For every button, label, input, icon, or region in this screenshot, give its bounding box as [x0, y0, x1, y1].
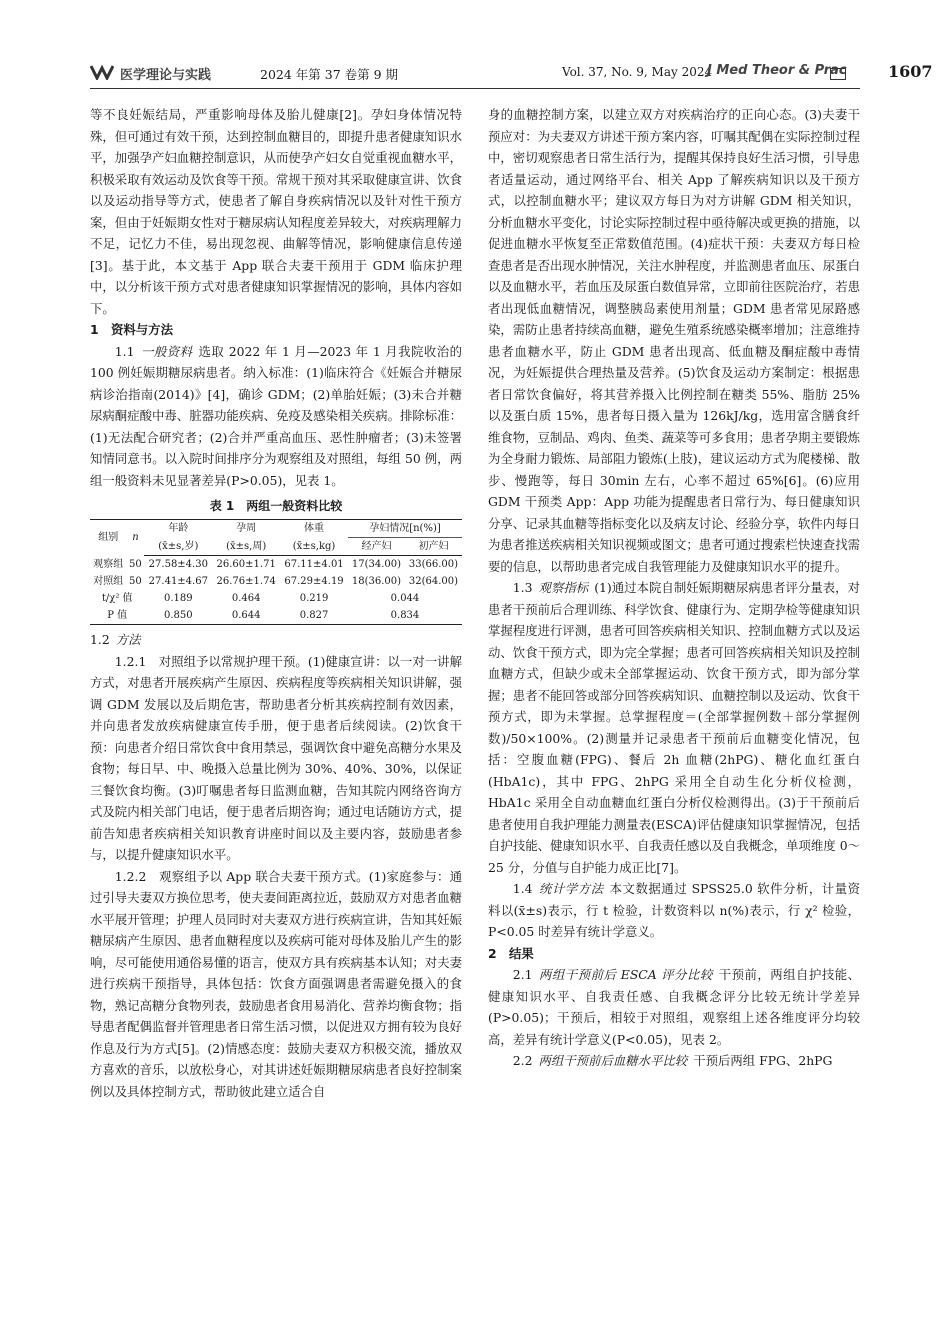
cell: 27.58±4.30: [148, 559, 208, 570]
s12-title: 方法: [115, 632, 141, 647]
th-week: 孕周: [212, 520, 280, 538]
section-1-4: [488, 878, 860, 943]
section-1-1: [90, 341, 462, 492]
cell: 0.834: [348, 607, 462, 625]
left-column: [90, 104, 462, 1102]
section-1-heading: 1 资料与方法: [90, 322, 173, 337]
s22-num: 2.2: [512, 1053, 533, 1068]
cell: 0.644: [212, 607, 280, 625]
journal-abbr: J Med Theor & Prac: [707, 63, 847, 78]
stat-label: t/χ² 值: [101, 593, 133, 604]
cell: 观察组: [93, 558, 124, 570]
s21-text: 干预前，两组自护技能、健康知识水平、自我责任感、自我概念评分比较无统计学差异(P>0.05)；干预后，相较于对照组，观察组上述各维度评分均较高，差异有统计学意义(P<0.05)，见表 2。: [488, 967, 861, 1047]
s22-text: 干预后两组 FPG、2hPG: [693, 1053, 833, 1068]
section-1-2-heading: [90, 629, 462, 651]
table-row: [90, 573, 462, 590]
p-label: P 值: [90, 607, 144, 625]
cell: 对照组: [93, 576, 124, 587]
s14-text: 本文数据通过 SPSS25.0 软件分析，计量资料以(x̄±s)表示，行 t 检验，计数资料以 n(%)表示，行 χ² 检验，P<0.05 时差异有统计学意义。: [488, 881, 861, 939]
th-multipara: 经产妇: [348, 538, 405, 556]
cell: 50: [129, 576, 142, 587]
cell: 26.76±1.74: [216, 576, 276, 587]
section-2-heading: 2 结果: [488, 945, 534, 961]
page-number: 1607: [888, 62, 933, 81]
cell: 27.41±4.67: [148, 576, 208, 587]
th-group: 组别: [90, 520, 126, 556]
s11-title: 一般资料: [140, 343, 193, 359]
continued-paragraph: 身的血糖控制方案，以建立双方对疾病治疗的正向心态。(3)夫妻干预应对：为夫妻双方讲述干预方案内容，叮嘱其配偶在实际控制过程中，密切观察患者日常生活行为，提醒其保持良好生活习惯，引导患者适量运动，通过网络平台、相关 App 了解疾病知识以及干预方式，以控制血糖水平；建议双方每日为对方讲解 GDM 相关知识，分析血糖水平变化，讨论实际控制过程中亟待解决或更换的措施，以促进血糖水平恢复至正常数值范围。(4)症状干预：夫妻双方每日检查患者是否出现水肿情况，关注水肿程度，并监测患者血压、尿蛋白以及血糖水平，若血压及尿蛋白数值异常，立即前往医院治疗，若患者出现低血糖情况，调整胰岛素使用剂量；GDM 患者常见尿路感染，需防止患者持续高血糖，避免生殖系统感染概率增加；注意维持患者血糖水平，防止 GDM 患者出现高、低血糖及酮症酸中毒情况，为妊娠提供合理热量及营养。(5)饮食及运动方案制定：根据患者日常饮食偏好，将其营养摄入比例控制在糖类 55%、脂肪 25% 以及蛋白质 15%，患者每日摄入量为 126kJ/kg，选用富含膳食纤维食物，豆制品、鸡肉、鱼类、蔬菜等可多食用；患者孕期主要锻炼为全身耐力锻炼、局部阻力锻炼(上肢)，建议运动方式为爬楼梯、散步、慢跑等，每日 30min 左右，心率不超过 65%[6]。(6)应用 GDM 干预类 App：App 功能为提醒患者日常行为、每日健康知识分享、记录其血糖等指标变化以及病友讨论、经验分享，软件内每日为患者推送疾病相关知识视频或图文；患者可通过搜索栏快速查找需要的信息，以帮助患者完成自我管理能力及健康知识水平的提升。: [488, 107, 860, 574]
header-rule: [90, 88, 860, 89]
issue-en: Vol. 37, No. 9, May 2024: [562, 65, 713, 79]
cell: 0.850: [144, 607, 212, 625]
th-weight: 体重: [280, 520, 348, 538]
s14-num: 1.4: [512, 881, 533, 896]
cell: 0.044: [390, 593, 420, 604]
th-week-unit: (x̄±s,周): [212, 538, 280, 556]
th-age: 年龄: [144, 520, 212, 538]
cell: 0.827: [280, 607, 348, 625]
th-pregnancy: 孕妇情况[n(%)]: [348, 520, 462, 538]
table-row-p: [90, 607, 462, 625]
section-1-2-2: 1.2.2 观察组予以 App 联合夫妻干预方式。(1)家庭参与：通过引导夫妻双方换位思考，使夫妻间距离拉近，鼓励双方对患者血糖水平展开管理；护理人员同时对夫妻双方进行疾病宣讲，告知其妊娠糖尿病产生原因、患者血糖程度以及疾病可能对母体及胎儿产生的影响，尽可能使用通俗易懂的语言，使双方具有疾病基本认知；对夫妻进行疾病干预指导，具体包括：饮食方面强调患者需避免摄入的食物，熟记高糖分食物列表，鼓励患者食用易消化、营养均衡食物；指导患者配偶监督并管理患者日常生活习惯，以促进双方拥有较为良好作息及行为方式[5]。(2)情感态度：鼓励夫妻双方积极交流，播放双方喜欢的音乐，以放松身心，对其讲述妊娠期糖尿病患者良好控制案例以及具体控制方式，帮助彼此建立适合自: [90, 868, 462, 1099]
cell: 33(66.00): [408, 559, 459, 570]
section-1-2-1: 1.2.1 对照组予以常规护理干预。(1)健康宣讲：以一对一讲解方式，对患者开展疾病产生原因、疾病程度等疾病相关知识讲解，强调 GDM 发展以及后期危害，帮助患者分析其疾病控制有效因素，并向患者发放疾病健康宣传手册，便于患者后续阅读。(2)饮食干预：向患者介绍日常饮食中食用禁忌，强调饮食中避免高糖分水果及食物；每日早、中、晚摄入总量比例为 30%、40%、30%，以保证三餐饮食均衡。(3)叮嘱患者每日监测血糖，告知其院内网络咨询方式及院内相关部门电话，便于患者后期咨询；通过电话随访方式，提前告知患者疾病相关知识教育讲座时间以及主要内容，鼓励患者参与，以提升健康知识水平。: [90, 653, 462, 862]
section-2-1: [488, 964, 860, 1050]
cell: 67.29±4.19: [284, 576, 344, 587]
th-primipara: 初产妇: [405, 538, 462, 556]
section-2-2: [488, 1050, 860, 1072]
cell: 50: [129, 558, 142, 570]
s11-text: 选取 2022 年 1 月—2023 年 1 月我院收治的 100 例妊娠期糖尿病患者。纳入标准：(1)临床符合《妊娠合并糖尿病诊治指南(2014)》[4]，确诊 GDM；(2)单胎妊娠；(3)未合并糖尿病酮症酸中毒、脏器功能疾病、免疫及感染相关疾病。排除标准：(1)无法配合研究者；(2)合并严重高血压、恶性肿瘤者；(3)未签署知情同意书。以入院时间排序分为观察组及对照组，每组 50 例，两组一般资料未见显著差异(P>0.05)，见表 1。: [90, 343, 463, 488]
cell: 18(36.00): [351, 576, 402, 587]
th-weight-unit: (x̄±s,kg): [280, 538, 348, 556]
s22-title: 两组干预前后血糖水平比较: [538, 1053, 688, 1068]
issue-cn: 2024 年第 37 卷第 9 期: [260, 67, 399, 82]
s21-num: 2.1: [512, 967, 533, 982]
cell: 0.189: [164, 593, 193, 604]
s14-title: 统计学方法: [538, 881, 604, 896]
cell: 26.60±1.71: [216, 559, 276, 570]
table-1-caption: 表 1 两组一般资料比较: [209, 499, 343, 513]
s13-title: 观察指标: [538, 580, 589, 595]
header-box-icon: [830, 68, 846, 80]
right-column: [488, 104, 860, 1072]
s13-text: (1)通过本院自制妊娠期糖尿病患者评分量表，对患者干预前后合理训练、科学饮食、健康行为、定期孕检等健康知识掌握程度进行评测，患者可回答疾病相关知识、控制血糖方式以及运动、饮食干预方式，即为完全掌握；患者可回答疾病相关知识及控制血糖方式，但缺少或未全部掌握运动、饮食干预方式，即为部分掌握；患者不能回答或部分回答疾病知识、血糖控制以及运动、饮食干预方式，即为未掌握。总掌握程度＝(全部掌握例数＋部分掌握例数)/50×100%。(2)测量并记录患者干预前后血糖变化情况，包括：空腹血糖(FPG)、餐后 2h 血糖(2hPG)、糖化血红蛋白(HbA1c)，其中 FPG、2hPG 采用全自动生化分析仪检测，HbA1c 采用全自动血糖血红蛋白分析仪检测得出。(3)于干预前后患者使用自我护理能力测量表(ESCA)评估健康知识掌握情况，包括自护技能、健康知识水平、自我责任感以及自我概念，单项维度 0～25 分，分值与自护能力成正比[7]。: [488, 580, 860, 875]
s12-num: 1.2: [90, 632, 110, 647]
cell: 17(34.00): [351, 559, 402, 570]
journal-logo-icon: [90, 64, 114, 80]
s21-title: 两组干预前后 ESCA 评分比较: [538, 967, 713, 982]
table-row: [90, 556, 462, 574]
cell: 67.11±4.01: [284, 559, 344, 570]
running-header: [90, 62, 933, 84]
cell: 0.219: [299, 593, 329, 604]
th-age-unit: (x̄±s,岁): [144, 538, 212, 556]
cell: 0.464: [231, 593, 261, 604]
th-n: n: [126, 520, 144, 556]
s11-num: 1.1: [114, 343, 135, 359]
cell: 32(64.00): [408, 576, 459, 587]
journal-name: 医学理论与实践: [120, 68, 212, 83]
table-row-stat: [90, 590, 462, 607]
s13-num: 1.3: [512, 580, 533, 595]
section-1-3: [488, 577, 860, 878]
table-1: [90, 519, 462, 625]
intro-paragraph: 等不良妊娠结局，严重影响母体及胎儿健康[2]。孕妇身体情况特殊，但可通过有效干预，达到控制血糖目的，即提升患者健康知识水平，加强孕产妇血糖控制意识，从而使孕产妇女自觉重视血糖水平，积极采取有效运动及饮食等干预。常规干预对其采取健康宣讲、饮食以及运动指导等方式，使患者了解自身疾病情况以及针对性干预方案，但由于妊娠期女性对于糖尿病认知程度差异较大，对疾病理解力不足，记忆力不佳，易出现忽视、曲解等情况，影响健康信息传递[3]。基于此，本文基于 App 联合夫妻干预用于 GDM 临床护理中，以分析该干预方式对患者健康知识掌握情况的影响，具体内容如下。: [90, 107, 462, 316]
